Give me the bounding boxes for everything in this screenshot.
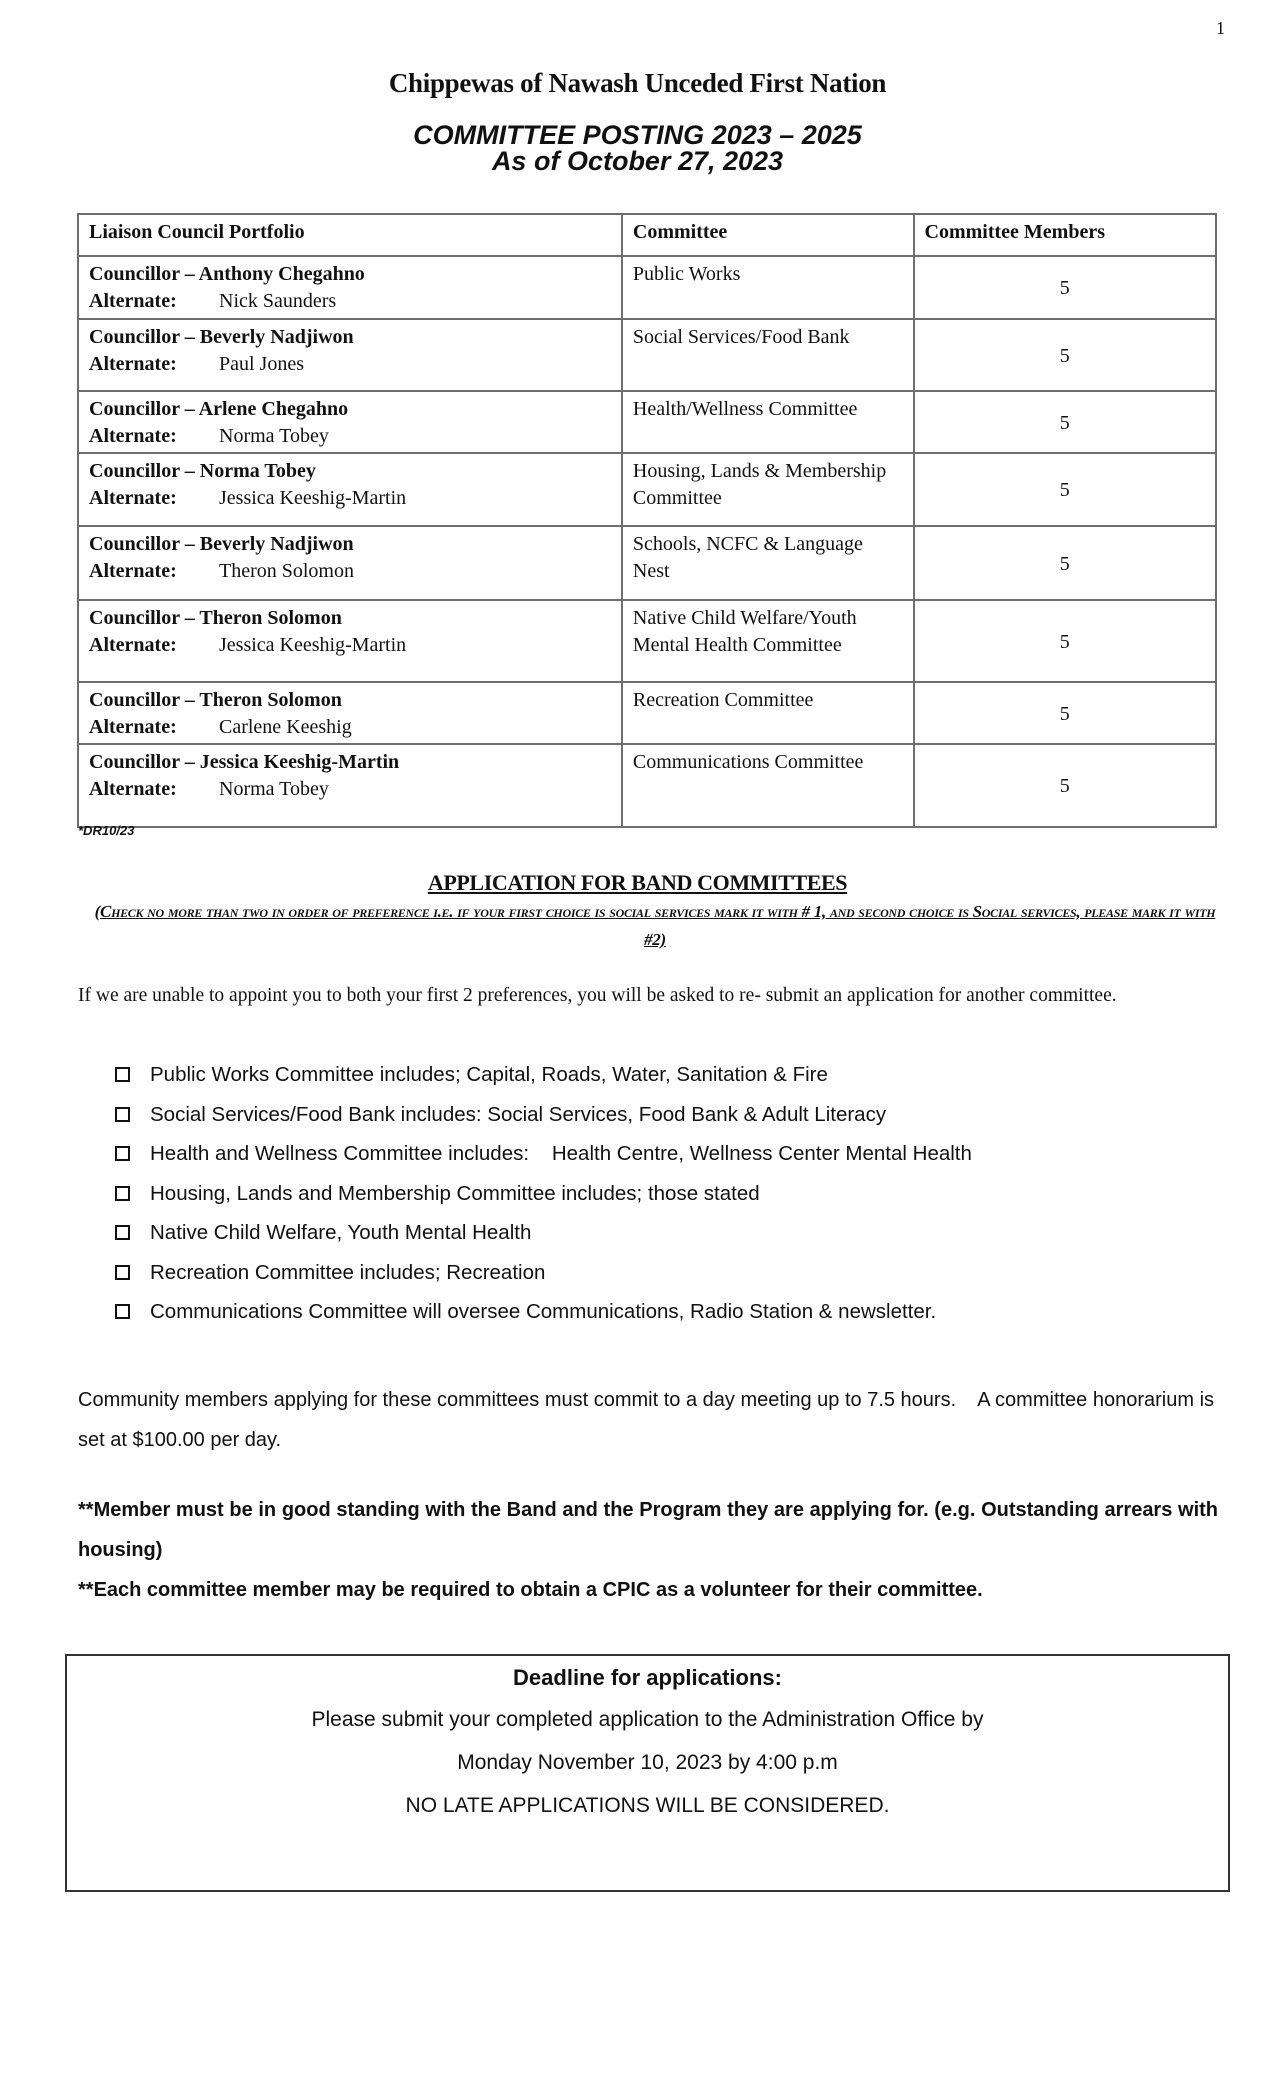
table-row <box>78 682 1216 744</box>
organization-title: Chippewas of Nawash Unceded First Nation <box>388 68 887 98</box>
header-members: Committee Members <box>914 214 1216 256</box>
alternate-label: Alternate: <box>89 425 177 447</box>
deadline-instruction: Please submit your completed application to the Administration Office by <box>311 1708 984 1731</box>
commitment-paragraph: Community members applying for these committees must commit to a day meeting up to 7.5 hours. A committee honorarium is set at $100.00 per day. <box>78 1389 1215 1451</box>
alternate-name: Norma Tobey <box>219 778 329 800</box>
checkbox-icon[interactable] <box>115 1067 130 1082</box>
deadline-date: Monday November 10, 2023 by 4:00 p.m <box>457 1751 838 1774</box>
councillor-name: Councillor – Anthony Chegahno <box>89 263 365 285</box>
members-cell: 5 <box>914 682 1216 744</box>
committee-options-list <box>115 1063 972 1340</box>
posting-title <box>0 122 1275 174</box>
option-label: Social Services/Food Bank includes: Social Services, Food Bank & Adult Literacy <box>150 1102 887 1126</box>
table-row <box>78 453 1216 526</box>
checkbox-icon[interactable] <box>115 1146 130 1161</box>
committee-option[interactable] <box>115 1300 972 1340</box>
option-label: Housing, Lands and Membership Committee includes; those stated <box>150 1181 760 1205</box>
committee-option[interactable] <box>115 1221 972 1261</box>
portfolio-cell <box>78 391 622 453</box>
table-row <box>78 600 1216 682</box>
councillor-name: Councillor – Beverly Nadjiwon <box>89 326 354 348</box>
header-committee: Committee <box>622 214 914 256</box>
members-cell: 5 <box>914 526 1216 600</box>
table-row <box>78 391 1216 453</box>
alternate-name: Norma Tobey <box>219 425 329 447</box>
alternate-name: Jessica Keeshig-Martin <box>219 487 407 509</box>
checkbox-icon[interactable] <box>115 1186 130 1201</box>
alternate-label: Alternate: <box>89 634 177 656</box>
table-footnote: *DR10/23 <box>78 823 135 838</box>
portfolio-cell <box>78 453 622 526</box>
committee-option[interactable] <box>115 1063 972 1103</box>
members-cell: 5 <box>914 391 1216 453</box>
application-instructions: (Check no more than two in order of preference i.e. if your first choice is social services mark it with # 1, and second choice is Social services, please mark it with #2) <box>94 902 1216 949</box>
committee-option[interactable] <box>115 1261 972 1301</box>
councillor-name: Councillor – Jessica Keeshig-Martin <box>89 751 400 773</box>
alternate-name: Theron Solomon <box>219 560 354 582</box>
committee-table <box>77 213 1217 828</box>
committee-option[interactable] <box>115 1182 972 1222</box>
table-header-row <box>78 214 1216 256</box>
alternate-label: Alternate: <box>89 353 177 375</box>
checkbox-icon[interactable] <box>115 1304 130 1319</box>
members-cell: 5 <box>914 256 1216 319</box>
alternate-label: Alternate: <box>89 778 177 800</box>
application-heading: APPLICATION FOR BAND COMMITTEES <box>427 870 848 895</box>
alternate-label: Alternate: <box>89 560 177 582</box>
committee-cell: Recreation Committee <box>622 682 914 744</box>
good-standing-note: **Member must be in good standing with the Band and the Program they are applying for. (e.g. Outstanding arrears with housing) <box>78 1499 1218 1561</box>
checkbox-icon[interactable] <box>115 1225 130 1240</box>
deadline-title: Deadline for applications: <box>513 1665 782 1690</box>
alternate-name: Jessica Keeshig-Martin <box>219 634 407 656</box>
table-row <box>78 744 1216 827</box>
cpic-note: **Each committee member may be required to obtain a CPIC as a volunteer for their committee. <box>78 1579 983 1601</box>
councillor-name: Councillor – Norma Tobey <box>89 460 316 482</box>
option-label: Communications Committee will oversee Communications, Radio Station & newsletter. <box>150 1300 937 1323</box>
councillor-name: Councillor – Arlene Chegahno <box>89 398 349 420</box>
table-row <box>78 256 1216 319</box>
page-number: 1 <box>1216 18 1225 38</box>
committee-cell: Social Services/Food Bank <box>622 319 914 391</box>
portfolio-cell <box>78 526 622 600</box>
committee-cell: Housing, Lands & Membership Committee <box>622 453 914 526</box>
councillor-name: Councillor – Beverly Nadjiwon <box>89 533 354 555</box>
reapply-notice: If we are unable to appoint you to both your first 2 preferences, you will be asked to re- submit an application for another committee. <box>78 985 1117 1006</box>
committee-cell: Native Child Welfare/Youth Mental Health Committee <box>622 600 914 682</box>
alternate-name: Paul Jones <box>219 353 304 375</box>
alternate-label: Alternate: <box>89 290 177 312</box>
committee-option[interactable] <box>115 1103 972 1143</box>
deadline-box <box>65 1654 1230 1892</box>
table-row <box>78 319 1216 391</box>
table-row <box>78 526 1216 600</box>
councillor-name: Councillor – Theron Solomon <box>89 689 342 711</box>
alternate-label: Alternate: <box>89 716 177 738</box>
alternate-label: Alternate: <box>89 487 177 509</box>
committee-cell: Schools, NCFC & Language Nest <box>622 526 914 600</box>
councillor-name: Councillor – Theron Solomon <box>89 607 342 629</box>
members-cell: 5 <box>914 453 1216 526</box>
checkbox-icon[interactable] <box>115 1107 130 1122</box>
alternate-name: Nick Saunders <box>219 290 337 312</box>
members-cell: 5 <box>914 319 1216 391</box>
committee-cell: Communications Committee <box>622 744 914 827</box>
portfolio-cell <box>78 744 622 827</box>
portfolio-cell <box>78 256 622 319</box>
option-label: Native Child Welfare, Youth Mental Health <box>150 1221 532 1244</box>
portfolio-cell <box>78 682 622 744</box>
committee-option[interactable] <box>115 1142 972 1182</box>
late-applications-warning: NO LATE APPLICATIONS WILL BE CONSIDERED. <box>405 1794 890 1817</box>
committee-cell: Health/Wellness Committee <box>622 391 914 453</box>
alternate-name: Carlene Keeshig <box>219 716 352 738</box>
members-cell: 5 <box>914 600 1216 682</box>
option-label: Recreation Committee includes; Recreation <box>150 1260 546 1284</box>
option-label: Public Works Committee includes; Capital, Roads, Water, Sanitation & Fire <box>150 1063 828 1086</box>
portfolio-cell <box>78 600 622 682</box>
portfolio-cell <box>78 319 622 391</box>
committee-cell: Public Works <box>622 256 914 319</box>
checkbox-icon[interactable] <box>115 1265 130 1280</box>
posting-date: As of October 27, 2023 <box>491 146 784 176</box>
option-label: Health and Wellness Committee includes: Health Centre, Wellness Center Mental Health <box>150 1142 972 1165</box>
members-cell: 5 <box>914 744 1216 827</box>
posting-title-line1: COMMITTEE POSTING 2023 – 2025 <box>413 120 862 150</box>
header-portfolio: Liaison Council Portfolio <box>78 214 622 256</box>
